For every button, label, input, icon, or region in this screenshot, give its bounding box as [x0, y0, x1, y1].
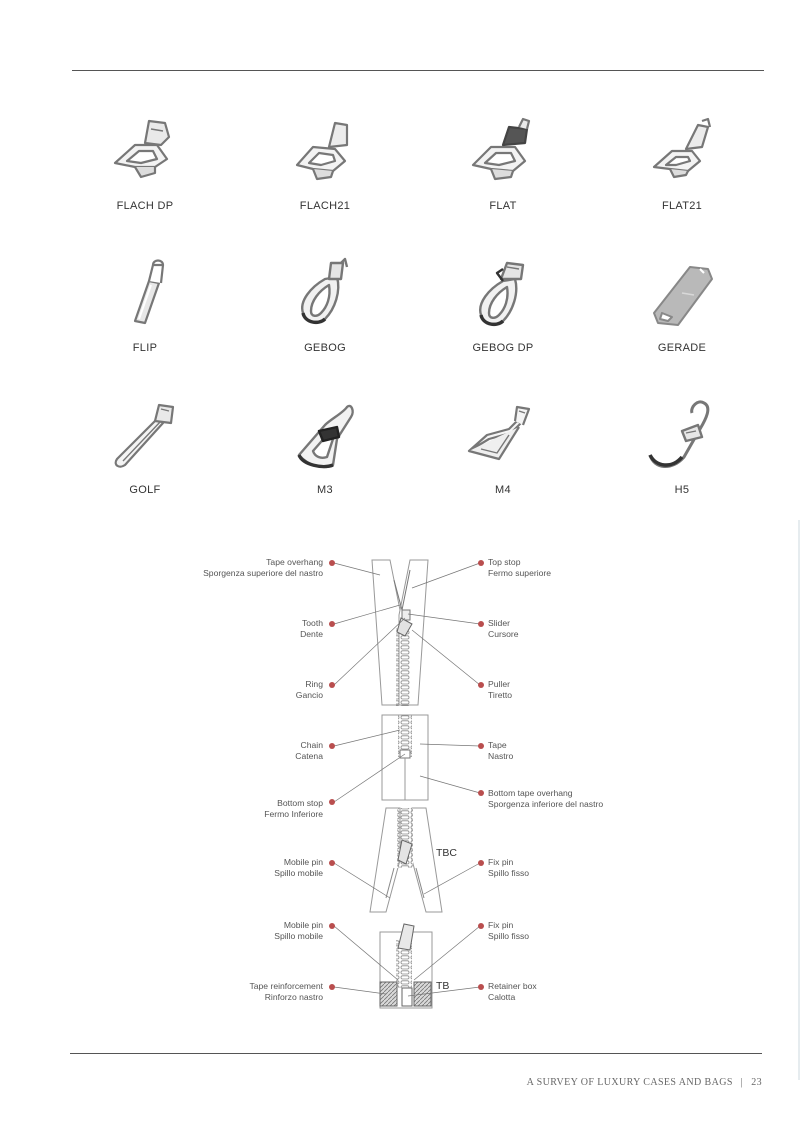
- puller-name: FLACH21: [299, 200, 351, 212]
- zipper-section-slider: [372, 560, 428, 706]
- callout-marker: [329, 860, 335, 866]
- tbc-label: TBC: [436, 847, 457, 859]
- puller-item: [612, 257, 752, 377]
- callout-mobile-pin-tbc: Mobile pin Spillo mobile: [274, 857, 323, 878]
- puller-name: GERADE: [657, 342, 707, 354]
- puller-item: [433, 257, 573, 377]
- zipper-illustration: [0, 540, 800, 1020]
- puller-name: FLAT21: [661, 200, 703, 212]
- puller-item: [75, 257, 215, 377]
- callout-marker: [329, 621, 335, 627]
- callout-marker: [329, 799, 335, 805]
- puller-name: M4: [495, 484, 511, 496]
- callout-chain: Chain Catena: [295, 740, 323, 761]
- gerade-puller-icon: [642, 257, 722, 337]
- puller-item: [75, 399, 215, 519]
- callout-marker: [478, 790, 484, 796]
- puller-name: GEBOG DP: [472, 342, 534, 354]
- m3-puller-icon: [285, 399, 365, 479]
- zipper-section-tbc: [370, 808, 442, 912]
- gebog-puller-icon: [285, 257, 365, 337]
- footer-separator: |: [740, 1077, 744, 1088]
- puller-name: FLIP: [132, 342, 158, 354]
- puller-item: [255, 257, 395, 377]
- callout-tape-overhang: Tape overhang Sporgenza superiore del nastro: [203, 557, 323, 578]
- callout-ring: Ring Gancio: [295, 679, 323, 700]
- tb-label: TB: [436, 980, 450, 992]
- callout-bottom-stop: Bottom stop Fermo Inferiore: [264, 798, 323, 819]
- m4-puller-icon: [463, 399, 543, 479]
- callout-bottom-tape-overhang: Bottom tape overhang Sporgenza inferiore del nastro: [488, 788, 604, 809]
- callout-fix-pin-tb: Fix pin Spillo fisso: [488, 920, 530, 941]
- callout-tooth: Tooth Dente: [300, 618, 323, 639]
- callout-puller: Puller Tiretto: [488, 679, 513, 700]
- page-footer: [527, 1077, 762, 1088]
- callout-tape-reinforcement: Tape reinforcement Rinforzo nastro: [249, 981, 323, 1002]
- callout-marker: [478, 682, 484, 688]
- puller-item: [75, 115, 215, 235]
- bottom-rule: [70, 1053, 762, 1054]
- callout-marker: [329, 984, 335, 990]
- flat21-puller-icon: [642, 115, 722, 195]
- puller-name: M3: [317, 484, 333, 496]
- flip-puller-icon: [105, 257, 185, 337]
- flat-puller-icon: [463, 115, 543, 195]
- puller-name: GEBOG: [304, 342, 346, 354]
- callout-marker: [329, 682, 335, 688]
- callout-marker: [478, 984, 484, 990]
- top-rule: [72, 70, 764, 71]
- flach-dp-puller-icon: [105, 115, 185, 195]
- puller-name: FLACH DP: [116, 200, 174, 212]
- flach21-puller-icon: [285, 115, 365, 195]
- zipper-section-chain: [382, 715, 428, 800]
- callout-marker: [478, 560, 484, 566]
- puller-name: GOLF: [129, 484, 161, 496]
- puller-item: [612, 115, 752, 235]
- page-number: 23: [751, 1077, 762, 1088]
- zipper-section-tb: [380, 924, 432, 1008]
- callout-marker: [329, 560, 335, 566]
- puller-name: FLAT: [489, 200, 517, 212]
- publication-title: A SURVEY OF LUXURY CASES AND BAGS: [526, 1077, 733, 1088]
- puller-name: H5: [674, 484, 690, 496]
- callout-top-stop: Top stop Fermo superiore: [488, 557, 552, 578]
- callout-fix-pin-tbc: Fix pin Spillo fisso: [488, 857, 530, 878]
- gebog-dp-puller-icon: [463, 257, 543, 337]
- golf-puller-icon: [105, 399, 185, 479]
- puller-item: [255, 399, 395, 519]
- callout-marker: [478, 621, 484, 627]
- puller-item: [612, 399, 752, 519]
- callout-tape: Tape Nastro: [488, 740, 514, 761]
- callout-marker: [478, 923, 484, 929]
- puller-item: [433, 115, 573, 235]
- callout-retainer-box: Retainer box Calotta: [488, 981, 537, 1002]
- callout-marker: [478, 743, 484, 749]
- zipper-anatomy-diagram: [0, 540, 800, 1020]
- callout-marker: [329, 923, 335, 929]
- callout-marker: [478, 860, 484, 866]
- puller-item: [255, 115, 395, 235]
- h5-puller-icon: [642, 399, 722, 479]
- callout-slider: Slider Cursore: [488, 618, 519, 639]
- puller-item: [433, 399, 573, 519]
- callout-marker: [329, 743, 335, 749]
- callout-mobile-pin-tb: Mobile pin Spillo mobile: [274, 920, 323, 941]
